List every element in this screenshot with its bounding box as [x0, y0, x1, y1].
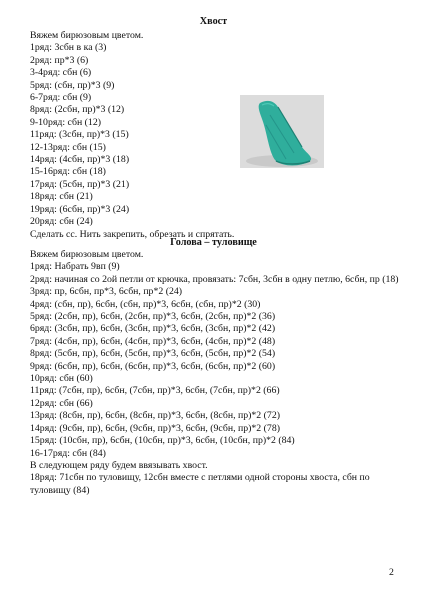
instruction-line: 10ряд: сбн (60) [30, 373, 93, 385]
instruction-line: 9ряд: (6сбн, пр), 6сбн, (6сбн, пр)*3, 6сбн, (6сбн, пр)*2 (60) [30, 360, 276, 372]
instruction-line: 15-16ряд: сбн (18) [30, 166, 106, 178]
instruction-line: 2ряд: пр*3 (6) [30, 54, 89, 66]
instruction-line: 8ряд: (5сбн, пр), 6сбн, (5сбн, пр)*3, 6сбн, (5сбн, пр)*2 (54) [30, 348, 276, 360]
section-title-tail: Хвост [199, 16, 228, 27]
head-body-instructions [30, 249, 400, 497]
instruction-line: 8ряд: (2сбн, пр)*3 (12) [30, 104, 125, 116]
instruction-line: Вяжем бирюзовым цветом. [30, 30, 144, 41]
instruction-line: 9-10ряд: сбн (12) [30, 116, 101, 128]
instruction-line: 6-7ряд: сбн (9) [30, 92, 92, 104]
instruction-line: 3ряд: пр, 6сбн, пр*3, 6сбн, пр*2 (24) [30, 286, 183, 298]
instruction-line: 3-4ряд: сбн (6) [30, 67, 92, 79]
page-number: 2 [389, 567, 394, 578]
instruction-line: 4ряд: (сбн, пр), 6сбн, (сбн, пр)*3, 6сбн, (сбн, пр)*2 (30) [30, 298, 261, 310]
instruction-line: 18ряд: 71сбн по туловищу, 12сбн вместе с петлями одной стороны хвоста, сбн по туловищу (84) [30, 472, 370, 496]
instruction-line: 2ряд: начиная со 2ой петли от крючка, провязать: 7сбн, 3сбн в одну петлю, 6сбн, пр (18) [30, 273, 399, 285]
instruction-line: 6ряд: (3сбн, пр), 6сбн, (3сбн, пр)*3, 6сбн, (3сбн, пр)*2 (42) [30, 323, 276, 335]
instruction-line: 14ряд: (4сбн, пр)*3 (18) [30, 154, 130, 166]
instruction-line: 5ряд: (сбн, пр)*3 (9) [30, 79, 115, 91]
instruction-line: 13ряд: (8сбн, пр), 6сбн, (8сбн, пр)*3, 6сбн, (8сбн, пр)*2 (72) [30, 410, 280, 422]
instruction-line: 12-13ряд: сбн (15) [30, 141, 106, 153]
instruction-line: 17ряд: (5сбн, пр)*3 (21) [30, 178, 130, 190]
instruction-line: Сделать сс. Нить закрепить, обрезать и спрятать. [30, 228, 235, 240]
section-title-head-body: Голова – туловище [170, 237, 257, 248]
instruction-line: 16-17ряд: сбн (84) [30, 447, 106, 459]
instruction-line: Вяжем бирюзовым цветом. [30, 249, 144, 260]
instruction-line: 20ряд: сбн (24) [30, 216, 93, 228]
instruction-line: 11ряд: (3сбн, пр)*3 (15) [30, 129, 129, 141]
instruction-line: В следующем ряду будем ввязывать хвост. [30, 459, 208, 471]
instruction-line: 14ряд: (9сбн, пр), 6сбн, (9сбн, пр)*3, 6сбн, (9сбн, пр)*2 (78) [30, 422, 280, 434]
tail-photo [240, 95, 324, 168]
instruction-line: 19ряд: (6сбн, пр)*3 (24) [30, 203, 130, 215]
instruction-line: 1ряд: 3сбн в ка (3) [30, 42, 107, 54]
instruction-line: 5ряд: (2сбн, пр), 6сбн, (2сбн, пр)*3, 6сбн, (2сбн, пр)*2 (36) [30, 311, 276, 323]
instruction-line: 15ряд: (10сбн, пр), 6сбн, (10сбн, пр)*3, 6сбн, (10сбн, пр)*2 (84) [30, 435, 295, 447]
instruction-line: 12ряд: сбн (66) [30, 397, 93, 409]
instruction-line: 11ряд: (7сбн, пр), 6сбн, (7сбн, пр)*3, 6сбн, (7сбн, пр)*2 (66) [30, 385, 280, 397]
instruction-line: 7ряд: (4сбн, пр), 6сбн, (4сбн, пр)*3, 6сбн, (4сбн, пр)*2 (48) [30, 335, 276, 347]
instruction-line: 1ряд: Набрать 9вп (9) [30, 261, 120, 273]
tail-instructions [30, 30, 400, 241]
instruction-line: 18ряд: сбн (21) [30, 191, 93, 203]
